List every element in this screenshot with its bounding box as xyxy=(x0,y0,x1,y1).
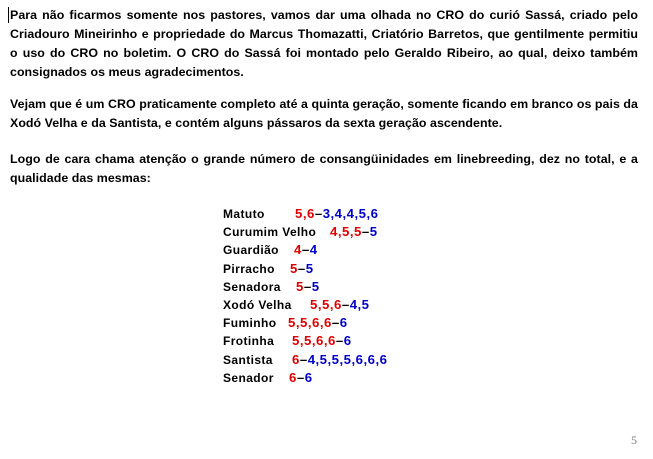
bird-name: Pirracho xyxy=(223,261,275,276)
maternal-generations: 5,5,6,6 xyxy=(288,315,332,331)
maternal-generations: 5 xyxy=(296,278,304,294)
separator: – xyxy=(296,369,305,385)
bird-name: Santista xyxy=(223,352,273,367)
paternal-generations: 4,5,5,5,6,6,6 xyxy=(307,351,388,367)
separator: – xyxy=(335,333,344,349)
separator: – xyxy=(314,206,323,221)
list-item xyxy=(223,241,523,259)
paternal-generations: 6 xyxy=(304,369,313,385)
maternal-generations: 5,5,6 xyxy=(310,296,342,312)
list-item xyxy=(223,296,523,314)
bird-name: Fuminho xyxy=(223,316,277,331)
separator: – xyxy=(301,242,310,258)
list-item xyxy=(223,369,523,387)
paternal-generations: 6 xyxy=(339,315,348,331)
separator: – xyxy=(303,278,312,294)
paragraph-consanguinity: Logo de cara chama atenção o grande número de consangüinidades em linebreeding, dez no total, e a qualidade das mesmas: xyxy=(10,152,638,185)
paternal-generations: 5 xyxy=(311,278,320,294)
separator: – xyxy=(299,351,308,367)
page-number: 5 xyxy=(631,433,637,447)
separator: – xyxy=(361,224,370,240)
list-item xyxy=(223,351,523,369)
bird-name: Frotinha xyxy=(223,334,275,349)
maternal-generations: 5,5,6,6 xyxy=(292,333,336,349)
maternal-generations: 6 xyxy=(289,369,297,385)
bird-name: Curumim Velho xyxy=(223,225,317,240)
paragraph-generations: Vejam que é um CRO praticamente completo até a quinta geração, somente ficando em branco os pais da Xodó Velha e da Santista, e contém alguns pássaros da sexta geração ascendente. xyxy=(10,97,638,130)
list-item xyxy=(223,332,523,350)
separator: – xyxy=(341,296,350,312)
bird-name: Senador xyxy=(223,370,274,385)
list-item xyxy=(223,205,523,223)
bird-name: Guardião xyxy=(223,243,279,258)
separator: – xyxy=(331,315,340,331)
list-item xyxy=(223,278,523,296)
paternal-generations: 4,5 xyxy=(349,296,370,312)
paternal-generations: 4 xyxy=(309,242,318,258)
list-item xyxy=(223,223,523,241)
maternal-generations: 5 xyxy=(290,260,298,276)
inbreeding-list xyxy=(223,205,523,387)
bird-name: Xodó Velha xyxy=(223,297,292,312)
bird-name: Matuto xyxy=(223,207,265,221)
maternal-generations: 4 xyxy=(294,242,302,258)
paragraph-intro: Para não ficarmos somente nos pastores, vamos dar uma olhada no CRO do curió Sassá, criado pelo Criadouro Mineirinho e propriedade do Marcus Thomazatti, Criatório Barretos, que gentilmente permitiu o uso do CRO no boletim. O CRO do Sassá foi montado pelo Geraldo Ribeiro, ao qual, deixo também consignados os meus agradecimentos. xyxy=(10,8,638,79)
bird-name: Senadora xyxy=(223,279,281,294)
paternal-generations: 5 xyxy=(305,260,314,276)
paternal-generations: 5 xyxy=(369,224,378,240)
separator: – xyxy=(297,260,306,276)
paternal-generations: 3,4,4,5,6 xyxy=(322,206,379,221)
list-item xyxy=(223,314,523,332)
maternal-generations: 6 xyxy=(292,351,300,367)
text-cursor xyxy=(8,7,9,23)
paternal-generations: 6 xyxy=(343,333,352,349)
maternal-generations: 5,6 xyxy=(295,206,315,221)
maternal-generations: 4,5,5 xyxy=(330,224,362,240)
list-item xyxy=(223,260,523,278)
